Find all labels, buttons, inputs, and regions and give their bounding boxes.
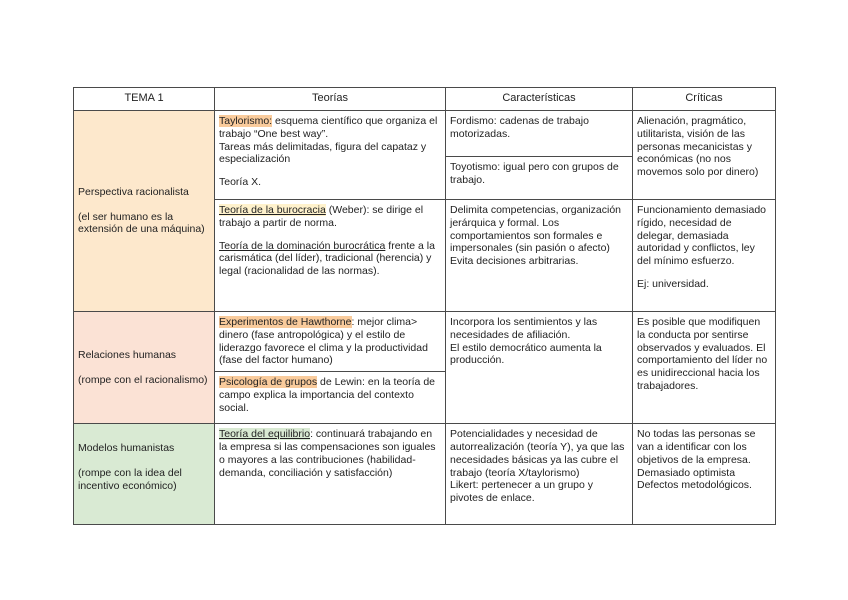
table-row [74,424,776,525]
header-criticas: Críticas [633,88,776,111]
characteristics-cell: Delimita competencias, organización jerárquica y formal. Los comportamientos son formales e impersonales (sin pasión o afecto) Evita decisiones arbitrarias. [446,200,633,312]
theory-equilibrio [215,424,446,525]
term-dominacion: Teoría de la dominación burocrática [219,239,386,252]
header-tema: TEMA 1 [74,88,215,111]
row-subtitle: (rompe con la idea del incentivo económico) [78,466,182,492]
criticism-cell: No todas las personas se van a identificar con los objetivos de la empresa. Demasiado optimista Defectos metodológicos. [633,424,776,525]
theory-taylorismo [215,111,446,200]
equilibrio-desc: : continuará trabajando en la empresa si las compensaciones son iguales o mayores a las contribuciones (habilidad-demanda, conciliación y satisfacción) [219,428,436,479]
hawthorne-desc: : mejor clima> dinero (fase antropológica) y el estilo de liderazgo favorece el clima y la productividad (fase del factor humano) [219,316,428,367]
table-header-row [74,88,776,111]
row-label-humanistas [74,424,215,525]
row-title: Relaciones humanas [78,348,177,361]
header-caracteristicas: Características [446,88,633,111]
row-label-relaciones [74,312,215,424]
row-subtitle: (rompe con el racionalismo) [78,373,208,386]
table-row [74,111,776,200]
characteristics-cell [446,111,633,200]
taylor-line3: Teoría X. [219,176,262,189]
term-hawthorne: Experimentos de Hawthorne [219,316,352,328]
row-title: Perspectiva racionalista [78,185,189,198]
theory-lewin [215,372,446,424]
criticism-cell: Es posible que modifiquen la conducta por sentirse observados y evaluados. El comportamiento del líder no es unidireccional hacia los trabajadores. [633,312,776,424]
criticism-cell: Alienación, pragmático, utilitarista, visión de las personas mecanicistas y económicas (no nos movemos solo por dinero) [633,111,776,200]
buro-desc2: frente a la carismática (del líder), tradicional (herencia) y legal (racionalidad de las normas). [219,239,435,278]
table-row [74,312,776,372]
theory-hawthorne [215,312,446,372]
crit2-example: Ej: universidad. [637,277,709,290]
term-equilibrio: Teoría del equilibrio [219,428,311,441]
crit2-text: Funcionamiento demasiado rígido, necesidad de delegar, demasiada autoridad y conflictos, ley del mínimo esfuerzo. [637,204,766,268]
characteristics-cell: Incorpora los sentimientos y las necesidades de afiliación. El estilo democrático aumenta la producción. [446,312,633,424]
toyotismo-text: Toyotismo: igual pero con grupos de trabajo. [450,161,619,186]
row-subtitle: (el ser humano es la extensión de una máquina) [78,210,205,236]
characteristics-cell: Potencialidades y necesidad de autorrealización (teoría Y), ya que las necesidades básicas ya las cubre el trabajo (teoría X/taylorismo) Likert: pertenecer a un grupo y pivotes de enlace. [446,424,633,525]
criticism-cell [633,200,776,312]
theories-table [73,87,776,525]
term-taylorismo: Taylorismo: [219,115,273,127]
row-label-racionalista [74,111,215,312]
lewin-desc: de Lewin: en la teoría de campo explica la importancia del contexto social. [219,376,435,414]
taylor-line2: Tareas más delimitadas, figura del capataz y especialización [219,140,427,166]
buro-desc: (Weber): se dirige el trabajo a partir de norma. [219,204,424,229]
fordismo-text: Fordismo: cadenas de trabajo motorizadas. [446,111,632,157]
row-title: Modelos humanistas [78,442,175,455]
taylor-desc: esquema científico que organiza el trabajo “One best way”. [219,115,438,140]
theory-burocracia [215,200,446,312]
term-burocracia: Teoría de la burocracia [219,204,326,216]
header-teorias: Teorías [215,88,446,111]
term-lewin: Psicología de grupos [219,376,318,389]
